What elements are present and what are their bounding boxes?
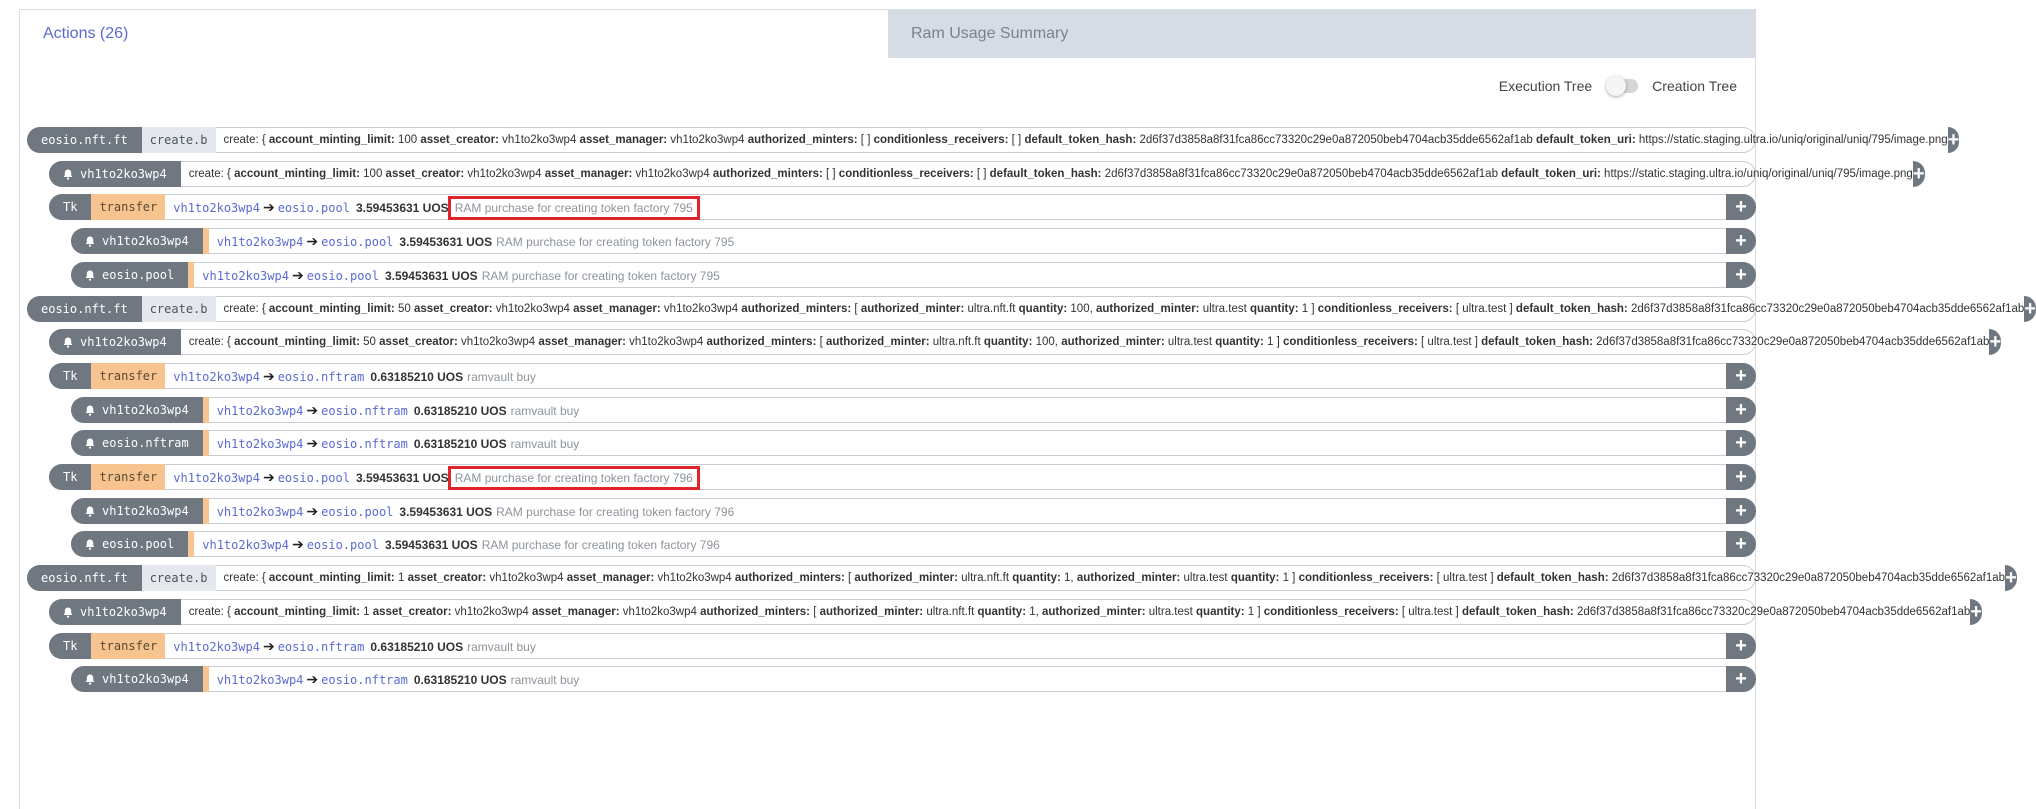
transfer-amount: 0.63185210 UOS [413, 673, 507, 687]
token-pill[interactable]: Tk [49, 464, 91, 490]
transfer-details [209, 666, 1726, 692]
expand-plus-button[interactable]: + [1726, 228, 1756, 254]
expand-plus-button[interactable]: + [1726, 262, 1756, 288]
from-account-link[interactable]: vh1to2ko3wp4 [173, 640, 260, 654]
expand-plus-button[interactable]: + [1726, 531, 1756, 557]
tree-mode-switch[interactable] [1608, 79, 1638, 93]
action-row [71, 666, 1756, 692]
from-account-link[interactable]: vh1to2ko3wp4 [216, 404, 304, 418]
arrow-right-icon: ➔ [306, 671, 319, 687]
arrow-right-icon: ➔ [291, 267, 304, 283]
transfer-details [209, 498, 1726, 524]
bell-icon [85, 506, 95, 517]
transfer-amount: 3.59453631 UOS [384, 269, 478, 283]
action-row [71, 430, 1756, 456]
notified-account-pill[interactable] [71, 666, 203, 692]
action-name-badge: create.b [142, 565, 216, 591]
expand-plus-button[interactable]: + [1989, 329, 2001, 355]
tab-ram-usage-summary[interactable]: Ram Usage Summary [888, 10, 1755, 58]
transfer-memo: ramvault buy [510, 404, 580, 418]
bell-icon [85, 270, 95, 281]
bell-icon [85, 236, 95, 247]
from-account-link[interactable]: vh1to2ko3wp4 [216, 437, 304, 451]
action-row [27, 127, 1960, 153]
notified-account-pill[interactable] [71, 430, 203, 456]
from-account-link[interactable]: vh1to2ko3wp4 [216, 673, 304, 687]
transfer-amount: 0.63185210 UOS [370, 370, 464, 384]
notified-account-name: eosio.pool [102, 537, 175, 551]
bell-icon [63, 607, 73, 618]
action-data: create: { account_minting_limit: 50 asset_creator: vh1to2ko3wp4 asset_manager: vh1to2ko3wp4 authorized_minters: [ authorized_minter: ultra.nft.ft quantity: 100, authorized_minter: ultra.test quantity: 1 ] conditionless_receivers: [ ultra.test ] default_token_hash: 2d6f37d3858a8f31fca86cc73320c29e0a872050beb4704acb35dde6562af1ab [223, 303, 2025, 315]
expand-plus-button[interactable]: + [1726, 464, 1756, 490]
transfer-memo: RAM purchase for creating token factory 796 [454, 471, 693, 485]
bell-icon [85, 405, 95, 416]
transfer-amount: 0.63185210 UOS [413, 437, 507, 451]
notified-account-name: eosio.pool [102, 268, 175, 282]
token-pill[interactable]: Tk [49, 633, 91, 659]
arrow-right-icon: ➔ [262, 368, 275, 384]
expand-plus-button[interactable]: + [1726, 430, 1756, 456]
transfer-memo: ramvault buy [467, 370, 536, 384]
to-account-link[interactable]: eosio.nftram [321, 437, 408, 451]
action-row [71, 498, 1756, 524]
notified-account-pill[interactable] [71, 228, 203, 254]
expand-plus-button[interactable]: + [1726, 633, 1756, 659]
notified-account-pill[interactable] [49, 329, 181, 355]
transfer-memo: RAM purchase for creating token factory 795 [481, 269, 720, 283]
contract-account-pill[interactable]: eosio.nft.ft [27, 127, 142, 153]
arrow-right-icon: ➔ [262, 199, 275, 215]
execution-tree-label: Execution Tree [1498, 78, 1593, 94]
to-account-link[interactable]: eosio.nftram [321, 673, 408, 687]
to-account-link[interactable]: eosio.pool [306, 269, 379, 283]
transfer-memo: RAM purchase for creating token factory 795 [454, 201, 693, 215]
from-account-link[interactable]: vh1to2ko3wp4 [216, 235, 304, 249]
action-row [27, 565, 2017, 591]
action-data: create: { account_minting_limit: 1 asset_creator: vh1to2ko3wp4 asset_manager: vh1to2ko3wp4 authorized_minters: [ authorized_minter: ultra.nft.ft quantity: 1, authorized_minter: ultra.test quantity: 1 ] conditionless_receivers: [ ultra.test ] default_token_hash: 2d6f37d3858a8f31fca86cc73320c29e0a872050beb4704acb35dde6562af1ab [188, 606, 1971, 618]
transfer-details [165, 194, 1726, 220]
notified-account-name: eosio.nftram [102, 436, 189, 450]
expand-plus-button[interactable]: + [1726, 194, 1756, 220]
notified-account-name: vh1to2ko3wp4 [102, 672, 189, 686]
to-account-link[interactable]: eosio.pool [277, 471, 350, 485]
transfer-memo: RAM purchase for creating token factory 795 [496, 235, 735, 249]
transfer-amount: 0.63185210 UOS [370, 640, 464, 654]
action-row [49, 633, 1756, 659]
creation-tree-label: Creation Tree [1652, 78, 1737, 94]
bell-icon [63, 337, 73, 348]
transfer-memo: ramvault buy [510, 437, 580, 451]
tree-mode-toggle [1499, 78, 1737, 94]
notified-account-pill[interactable] [71, 262, 188, 288]
notified-account-name: vh1to2ko3wp4 [102, 403, 189, 417]
transfer-details [209, 430, 1726, 456]
transfer-details [165, 363, 1726, 389]
arrow-right-icon: ➔ [306, 435, 319, 451]
arrow-right-icon: ➔ [291, 536, 304, 552]
expand-plus-button[interactable]: + [1970, 599, 1982, 625]
notified-account-name: vh1to2ko3wp4 [80, 335, 167, 349]
to-account-link[interactable]: eosio.pool [321, 235, 394, 249]
notified-account-pill[interactable] [49, 161, 181, 187]
expand-plus-button[interactable]: + [1726, 397, 1756, 423]
transfer-details [194, 262, 1726, 288]
from-account-link[interactable]: vh1to2ko3wp4 [173, 370, 260, 384]
to-account-link[interactable]: eosio.pool [321, 505, 394, 519]
to-account-link[interactable]: eosio.nftram [277, 370, 365, 384]
contract-account-pill[interactable]: eosio.nft.ft [27, 296, 142, 322]
transfer-badge: transfer [91, 194, 165, 220]
expand-plus-button[interactable]: + [1948, 127, 1960, 153]
action-row [49, 161, 1925, 187]
action-row [49, 464, 1756, 490]
arrow-right-icon: ➔ [306, 402, 319, 418]
action-row [71, 228, 1756, 254]
expand-plus-button[interactable]: + [2024, 296, 2036, 322]
action-name-badge: create.b [142, 127, 216, 153]
transfer-badge: transfer [91, 464, 165, 490]
token-pill[interactable]: Tk [49, 363, 91, 389]
transfer-details [209, 228, 1726, 254]
arrow-right-icon: ➔ [262, 469, 275, 485]
transfer-amount: 3.59453631 UOS [399, 505, 493, 519]
action-row [49, 599, 1982, 625]
expand-plus-button[interactable]: + [1726, 363, 1756, 389]
expand-plus-button[interactable]: + [1726, 666, 1756, 692]
to-account-link[interactable]: eosio.pool [277, 201, 350, 215]
transfer-amount: 3.59453631 UOS [384, 538, 478, 552]
expand-plus-button[interactable]: + [2005, 565, 2017, 591]
bell-icon [85, 438, 95, 449]
notified-account-pill[interactable] [71, 397, 203, 423]
arrow-right-icon: ➔ [262, 638, 275, 654]
transfer-amount: 3.59453631 UOS [355, 471, 449, 485]
transfer-amount: 3.59453631 UOS [355, 201, 449, 215]
transfer-memo: RAM purchase for creating token factory 796 [496, 505, 735, 519]
transfer-details [194, 531, 1726, 557]
transfer-details [209, 397, 1726, 423]
transfer-details [165, 464, 1726, 490]
action-data: create: { account_minting_limit: 50 asset_creator: vh1to2ko3wp4 asset_manager: vh1to2ko3wp4 authorized_minters: [ authorized_minter: ultra.nft.ft quantity: 100, authorized_minter: ultra.test quantity: 1 ] conditionless_receivers: [ ultra.test ] default_token_hash: 2d6f37d3858a8f31fca86cc73320c29e0a872050beb4704acb35dde6562af1ab [188, 336, 1990, 348]
from-account-link[interactable]: vh1to2ko3wp4 [202, 538, 289, 552]
action-row [49, 194, 1756, 220]
transfer-memo: ramvault buy [467, 640, 536, 654]
action-row [71, 397, 1756, 423]
notified-account-pill[interactable] [49, 599, 181, 625]
transfer-details [165, 633, 1726, 659]
transfer-amount: 3.59453631 UOS [399, 235, 493, 249]
from-account-link[interactable]: vh1to2ko3wp4 [173, 201, 260, 215]
action-row [27, 296, 2036, 322]
action-row [71, 262, 1756, 288]
to-account-link[interactable]: eosio.pool [306, 538, 379, 552]
from-account-link[interactable]: vh1to2ko3wp4 [173, 471, 260, 485]
tab-bar [20, 10, 1755, 58]
to-account-link[interactable]: eosio.nftram [277, 640, 365, 654]
expand-plus-button[interactable]: + [1726, 498, 1756, 524]
to-account-link[interactable]: eosio.nftram [321, 404, 408, 418]
transfer-badge: transfer [91, 363, 165, 389]
notified-account-name: vh1to2ko3wp4 [102, 504, 189, 518]
arrow-right-icon: ➔ [306, 503, 319, 519]
arrow-right-icon: ➔ [306, 233, 319, 249]
contract-account-pill[interactable]: eosio.nft.ft [27, 565, 142, 591]
bell-icon [85, 539, 95, 550]
switch-knob [1606, 76, 1626, 96]
bell-icon [63, 169, 73, 180]
action-row [71, 531, 1756, 557]
action-row [49, 363, 1756, 389]
action-row [49, 329, 2002, 355]
notified-account-name: vh1to2ko3wp4 [80, 605, 167, 619]
token-pill[interactable]: Tk [49, 194, 91, 220]
bell-icon [85, 674, 95, 685]
action-name-badge: create.b [142, 296, 216, 322]
transfer-memo: RAM purchase for creating token factory 796 [481, 538, 720, 552]
action-data: create: { account_minting_limit: 1 asset_creator: vh1to2ko3wp4 asset_manager: vh1to2ko3wp4 authorized_minters: [ authorized_minter: ultra.nft.ft quantity: 1, authorized_minter: ultra.test quantity: 1 ] conditionless_receivers: [ ultra.test ] default_token_hash: 2d6f37d3858a8f31fca86cc73320c29e0a872050beb4704acb35dde6562af1ab [223, 572, 2006, 584]
notified-account-pill[interactable] [71, 498, 203, 524]
action-data: create: { account_minting_limit: 100 asset_creator: vh1to2ko3wp4 asset_manager: vh1to2ko3wp4 authorized_minters: [ ] conditionless_receivers: [ ] default_token_hash: 2d6f37d3858a8f31fca86cc73320c29e0a872050beb4704acb35dde6562af1ab default_token_uri: https://static.staging.ultra.io/uniq/original/uniq/795/image.png [223, 134, 1948, 146]
notified-account-pill[interactable] [71, 531, 188, 557]
transfer-badge: transfer [91, 633, 165, 659]
from-account-link[interactable]: vh1to2ko3wp4 [216, 505, 304, 519]
notified-account-name: vh1to2ko3wp4 [102, 234, 189, 248]
expand-plus-button[interactable]: + [1913, 161, 1925, 187]
notified-account-name: vh1to2ko3wp4 [80, 167, 167, 181]
transfer-memo: ramvault buy [510, 673, 580, 687]
action-data: create: { account_minting_limit: 100 asset_creator: vh1to2ko3wp4 asset_manager: vh1to2ko3wp4 authorized_minters: [ ] conditionless_receivers: [ ] default_token_hash: 2d6f37d3858a8f31fca86cc73320c29e0a872050beb4704acb35dde6562af1ab default_token_uri: https://static.staging.ultra.io/uniq/original/uniq/795/image.png [188, 168, 1913, 180]
tab-actions[interactable]: Actions (26) [20, 10, 888, 58]
from-account-link[interactable]: vh1to2ko3wp4 [202, 269, 289, 283]
transfer-amount: 0.63185210 UOS [413, 404, 507, 418]
